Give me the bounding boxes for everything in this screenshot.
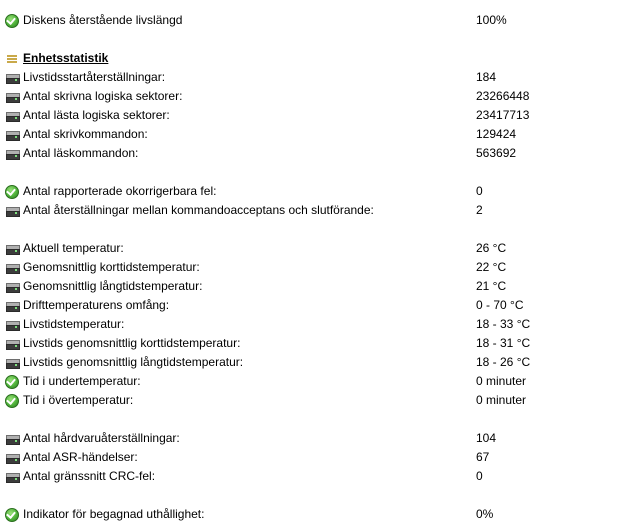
stat-row-value: 18 - 26 °C xyxy=(476,355,531,369)
stat-row-label: Antal hårdvaruåterställningar: xyxy=(23,431,180,445)
stat-row-label: Genomsnittlig korttidstemperatur: xyxy=(23,260,200,274)
stat-row xyxy=(0,467,633,486)
stat-row xyxy=(0,448,633,467)
stat-row-value: 563692 xyxy=(476,146,517,160)
remaining-life-row-value: 100% xyxy=(476,13,507,27)
stat-row xyxy=(0,239,633,258)
stat-row-value: 0 minuter xyxy=(476,374,527,388)
stat-row-value: 104 xyxy=(476,431,497,445)
stat-row xyxy=(0,353,633,372)
stat-row xyxy=(0,505,633,524)
disk-icon xyxy=(5,432,19,445)
list-icon xyxy=(5,52,19,65)
disk-icon xyxy=(5,280,19,293)
disk-icon xyxy=(5,356,19,369)
remaining-life-row xyxy=(0,11,633,30)
disk-icon xyxy=(5,242,19,255)
stat-row xyxy=(0,182,633,201)
stat-row-label: Antal lästa logiska sektorer: xyxy=(23,108,170,122)
remaining-life-row-label: Diskens återstående livslängd xyxy=(23,13,183,27)
disk-icon xyxy=(5,147,19,160)
ok-icon xyxy=(5,394,19,407)
stat-row-label: Antal läskommandon: xyxy=(23,146,139,160)
stat-row-value: 2 xyxy=(476,203,483,217)
stat-row-value: 0 xyxy=(476,184,483,198)
stat-row-label: Tid i undertemperatur: xyxy=(23,374,141,388)
section-header-label: Enhetsstatistik xyxy=(23,51,109,65)
stat-row-value: 18 - 31 °C xyxy=(476,336,531,350)
stat-row xyxy=(0,87,633,106)
stat-row-label: Antal skrivkommandon: xyxy=(23,127,148,141)
stat-row-value: 184 xyxy=(476,70,497,84)
stat-row-value: 23417713 xyxy=(476,108,530,122)
ok-icon xyxy=(5,185,19,198)
disk-icon xyxy=(5,109,19,122)
disk-icon xyxy=(5,261,19,274)
stat-row-label: Antal ASR-händelser: xyxy=(23,450,138,464)
stat-row xyxy=(0,391,633,410)
ok-icon xyxy=(5,375,19,388)
stat-row xyxy=(0,372,633,391)
stat-row-label: Antal gränssnitt CRC-fel: xyxy=(23,469,156,483)
stat-row-label: Indikator för begagnad uthållighet: xyxy=(23,507,205,521)
ok-icon xyxy=(5,508,19,521)
disk-icon xyxy=(5,318,19,331)
stat-row-label: Livstids genomsnittlig långtidstemperatur: xyxy=(23,355,244,369)
stat-row-value: 0% xyxy=(476,507,494,521)
stat-row-value: 0 minuter xyxy=(476,393,527,407)
disk-icon xyxy=(5,128,19,141)
disk-icon xyxy=(5,71,19,84)
stat-row xyxy=(0,296,633,315)
stat-row-value: 67 xyxy=(476,450,490,464)
stat-row xyxy=(0,106,633,125)
stat-row-label: Antal skrivna logiska sektorer: xyxy=(23,89,183,103)
stat-row-value: 0 xyxy=(476,469,483,483)
stat-row-label: Livstidsstartåterställningar: xyxy=(23,70,166,84)
stat-row-label: Drifttemperaturens omfång: xyxy=(23,298,170,312)
ok-icon xyxy=(5,14,19,27)
stat-row-label: Antal återställningar mellan kommandoacceptans och slutförande: xyxy=(23,203,374,217)
stat-row-value: 21 °C xyxy=(476,279,507,293)
stat-row xyxy=(0,201,633,220)
disk-icon xyxy=(5,337,19,350)
stat-row xyxy=(0,277,633,296)
disk-icon xyxy=(5,470,19,483)
section-header xyxy=(0,49,633,68)
stat-row-value: 18 - 33 °C xyxy=(476,317,531,331)
stat-row-label: Livstids genomsnittlig korttidstemperatur: xyxy=(23,336,241,350)
stat-row-label: Tid i övertemperatur: xyxy=(23,393,134,407)
stat-row-value: 22 °C xyxy=(476,260,507,274)
stat-row xyxy=(0,258,633,277)
stat-row xyxy=(0,315,633,334)
stat-row xyxy=(0,144,633,163)
disk-icon xyxy=(5,451,19,464)
stat-row-label: Genomsnittlig långtidstemperatur: xyxy=(23,279,203,293)
stat-row xyxy=(0,125,633,144)
disk-icon xyxy=(5,204,19,217)
disk-icon xyxy=(5,90,19,103)
stat-row-value: 129424 xyxy=(476,127,517,141)
stat-row xyxy=(0,429,633,448)
disk-icon xyxy=(5,299,19,312)
stat-row-value: 26 °C xyxy=(476,241,507,255)
stat-row-value: 23266448 xyxy=(476,89,530,103)
stat-row xyxy=(0,334,633,353)
stat-row-label: Aktuell temperatur: xyxy=(23,241,124,255)
stat-row xyxy=(0,68,633,87)
stat-row-label: Livstidstemperatur: xyxy=(23,317,125,331)
stat-row-label: Antal rapporterade okorrigerbara fel: xyxy=(23,184,217,198)
stat-row-value: 0 - 70 °C xyxy=(476,298,524,312)
